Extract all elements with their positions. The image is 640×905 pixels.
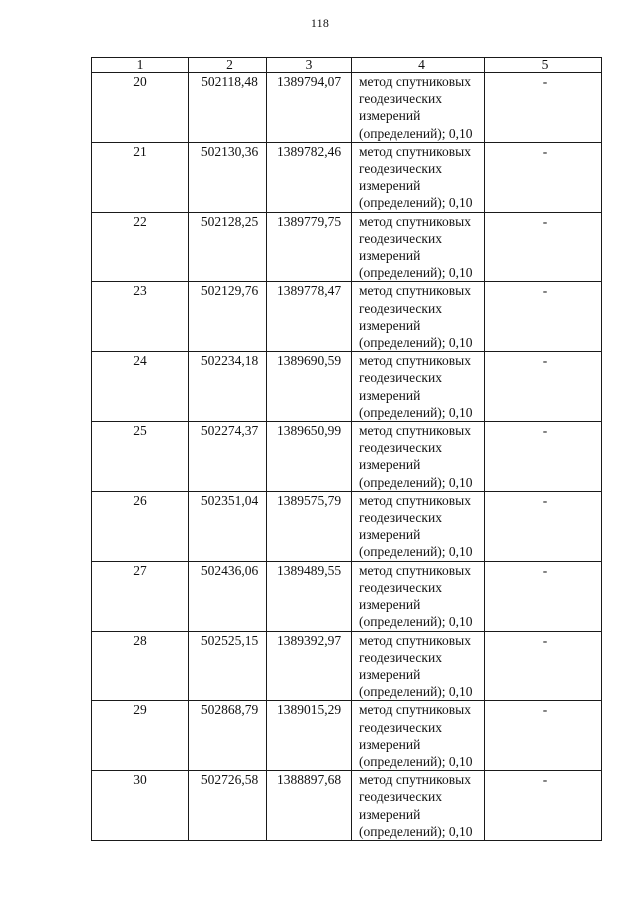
x-coordinate-cell: 502129,76 — [189, 282, 267, 352]
method-text-line: (определений); 0,10 — [359, 195, 473, 211]
method-text-line: метод спутниковых — [359, 74, 471, 89]
table-header-row — [92, 58, 602, 73]
point-number-cell: 21 — [92, 142, 189, 212]
x-coordinate-cell: 502130,36 — [189, 142, 267, 212]
y-coordinate-cell: 1388897,68 — [267, 771, 352, 841]
x-coordinate-cell: 502128,25 — [189, 212, 267, 282]
method-text-line: (определений); 0,10 — [359, 474, 473, 490]
column-header-1: 1 — [92, 58, 189, 73]
method-text-line: (определений); 0,10 — [359, 614, 473, 630]
note-cell: - — [485, 561, 602, 631]
table-row — [92, 212, 602, 282]
y-coordinate-cell: 1389690,59 — [267, 352, 352, 422]
method-text-line: геодезических — [359, 579, 442, 595]
method-cell — [352, 701, 485, 771]
method-text-line: измерений — [359, 527, 421, 543]
table-row — [92, 771, 602, 841]
point-number-cell: 20 — [92, 73, 189, 143]
method-text-line: геодезических — [359, 719, 442, 735]
method-text-line: метод спутниковых — [359, 423, 471, 439]
column-header-2: 2 — [189, 58, 267, 73]
point-number-cell: 26 — [92, 491, 189, 561]
x-coordinate-cell: 502726,58 — [189, 771, 267, 841]
method-text-line: геодезических — [359, 91, 442, 107]
table-row — [92, 422, 602, 492]
method-cell — [352, 352, 485, 422]
column-header-3: 3 — [267, 58, 352, 73]
method-text-line: (определений); 0,10 — [359, 335, 473, 351]
note-cell: - — [485, 491, 602, 561]
method-text-line: метод спутниковых — [359, 562, 471, 578]
method-cell — [352, 142, 485, 212]
table-row — [92, 491, 602, 561]
y-coordinate-cell: 1389489,55 — [267, 561, 352, 631]
method-cell — [352, 73, 485, 143]
y-coordinate-cell: 1389779,75 — [267, 212, 352, 282]
method-text-line: (определений); 0,10 — [359, 753, 473, 769]
method-text-line: измерений — [359, 597, 421, 613]
note-cell: - — [485, 422, 602, 492]
table-row — [92, 631, 602, 701]
method-cell — [352, 771, 485, 841]
note-cell: - — [485, 142, 602, 212]
column-header-5: 5 — [485, 58, 602, 73]
method-text-line: (определений); 0,10 — [359, 265, 473, 281]
method-text-line: геодезических — [359, 440, 442, 456]
y-coordinate-cell: 1389782,46 — [267, 142, 352, 212]
y-coordinate-cell: 1389575,79 — [267, 491, 352, 561]
method-text-line: (определений); 0,10 — [359, 823, 473, 839]
note-cell: - — [485, 282, 602, 352]
x-coordinate-cell: 502525,15 — [189, 631, 267, 701]
method-text-line: измерений — [359, 736, 421, 752]
column-header-4: 4 — [352, 58, 485, 73]
method-text-line: измерений — [359, 666, 421, 682]
table-row — [92, 73, 602, 143]
method-cell — [352, 491, 485, 561]
note-cell: - — [485, 212, 602, 282]
method-text-line: метод спутниковых — [359, 772, 471, 788]
method-text-line: измерений — [359, 248, 421, 264]
y-coordinate-cell: 1389794,07 — [267, 73, 352, 143]
note-cell: - — [485, 352, 602, 422]
table-row — [92, 561, 602, 631]
x-coordinate-cell: 502351,04 — [189, 491, 267, 561]
method-text-line: геодезических — [359, 300, 442, 316]
table-row — [92, 142, 602, 212]
y-coordinate-cell: 1389392,97 — [267, 631, 352, 701]
x-coordinate-cell: 502436,06 — [189, 561, 267, 631]
point-number-cell: 24 — [92, 352, 189, 422]
method-text-line: геодезических — [359, 510, 442, 526]
x-coordinate-cell: 502118,48 — [189, 73, 267, 143]
method-text-line: измерений — [359, 457, 421, 473]
note-cell: - — [485, 73, 602, 143]
method-cell — [352, 422, 485, 492]
method-text-line: метод спутниковых — [359, 353, 471, 369]
method-text-line: измерений — [359, 317, 421, 333]
page-number: 118 — [310, 16, 330, 30]
point-number-cell: 25 — [92, 422, 189, 492]
method-text-line: метод спутниковых — [359, 632, 471, 648]
method-cell — [352, 282, 485, 352]
y-coordinate-cell: 1389650,99 — [267, 422, 352, 492]
method-cell — [352, 561, 485, 631]
method-text-line: измерений — [359, 108, 421, 124]
note-cell: - — [485, 631, 602, 701]
method-text-line: (определений); 0,10 — [359, 684, 473, 700]
method-text-line: метод спутниковых — [359, 492, 471, 508]
method-cell — [352, 631, 485, 701]
method-text-line: метод спутниковых — [359, 213, 471, 229]
method-text-line: измерений — [359, 387, 421, 403]
method-text-line: метод спутниковых — [359, 702, 471, 718]
method-text-line: метод спутниковых — [359, 283, 471, 299]
point-number-cell: 27 — [92, 561, 189, 631]
y-coordinate-cell: 1389778,47 — [267, 282, 352, 352]
y-coordinate-cell: 1389015,29 — [267, 701, 352, 771]
method-text-line: геодезических — [359, 649, 442, 665]
coordinates-table — [91, 57, 602, 841]
point-number-cell: 29 — [92, 701, 189, 771]
method-text-line: геодезических — [359, 230, 442, 246]
point-number-cell: 30 — [92, 771, 189, 841]
note-cell: - — [485, 771, 602, 841]
method-text-line: (определений); 0,10 — [359, 125, 473, 141]
table-row — [92, 282, 602, 352]
method-text-line: измерений — [359, 178, 421, 194]
table-row — [92, 701, 602, 771]
x-coordinate-cell: 502234,18 — [189, 352, 267, 422]
method-text-line: геодезических — [359, 161, 442, 177]
method-text-line: (определений); 0,10 — [359, 404, 473, 420]
method-text-line: метод спутниковых — [359, 143, 471, 159]
method-text-line: (определений); 0,10 — [359, 544, 473, 560]
method-text-line: геодезических — [359, 370, 442, 386]
point-number-cell: 22 — [92, 212, 189, 282]
note-cell: - — [485, 701, 602, 771]
point-number-cell: 23 — [92, 282, 189, 352]
point-number-cell: 28 — [92, 631, 189, 701]
method-cell — [352, 212, 485, 282]
x-coordinate-cell: 502868,79 — [189, 701, 267, 771]
method-text-line: измерений — [359, 806, 421, 822]
table-row — [92, 352, 602, 422]
method-text-line: геодезических — [359, 789, 442, 805]
x-coordinate-cell: 502274,37 — [189, 422, 267, 492]
